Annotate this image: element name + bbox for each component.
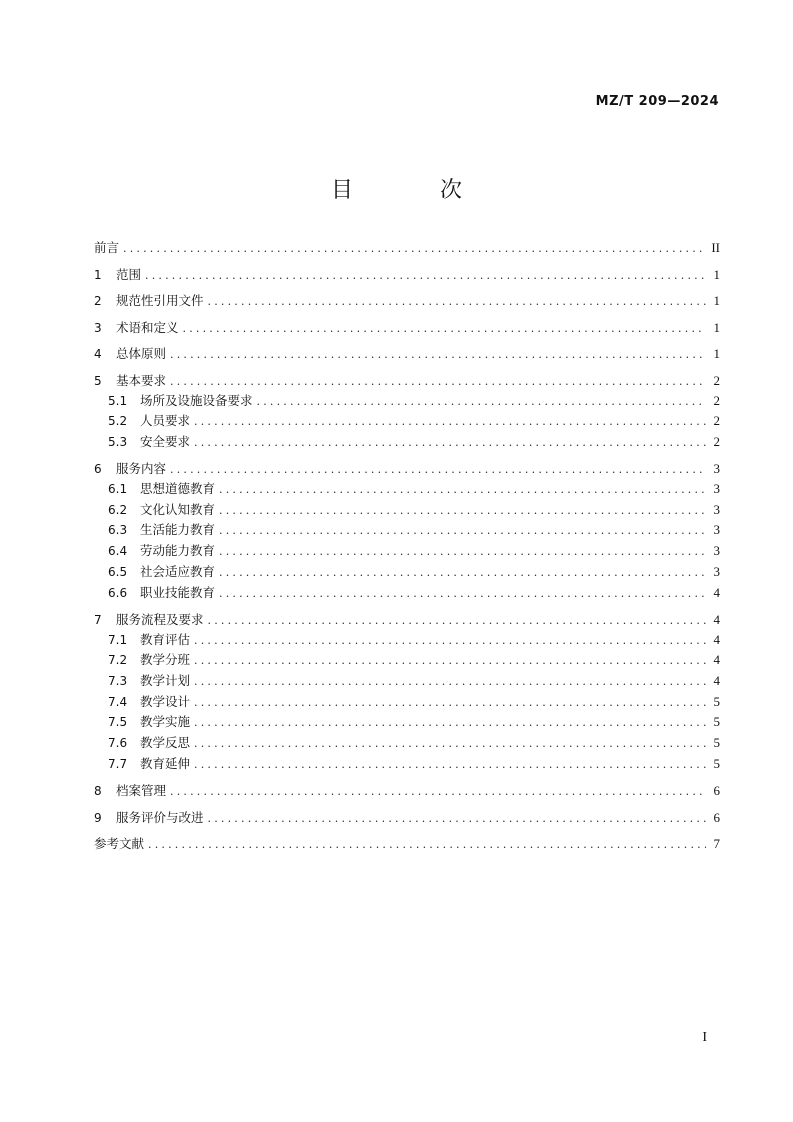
toc-entry-page: 2 bbox=[713, 413, 720, 429]
toc-entry-number: 5.3 bbox=[108, 434, 128, 449]
toc-entry-number: 6.3 bbox=[108, 523, 128, 538]
toc-dot-leader bbox=[194, 412, 706, 433]
toc-entry-label: 劳动能力教育 bbox=[140, 543, 216, 559]
toc-entry[interactable] bbox=[94, 432, 720, 453]
toc-dot-leader bbox=[194, 433, 706, 454]
toc-entry-page: 3 bbox=[713, 501, 720, 517]
toc-entry-number: 2 bbox=[94, 294, 102, 308]
toc-entry-number: 6.1 bbox=[108, 482, 128, 497]
toc-entry[interactable] bbox=[94, 692, 720, 713]
toc-entry-label: 前言 bbox=[94, 240, 120, 255]
toc-entry[interactable] bbox=[94, 610, 720, 630]
toc-entry-label: 教学反思 bbox=[140, 735, 191, 751]
toc-dot-leader bbox=[194, 713, 706, 734]
toc-dot-leader bbox=[208, 292, 706, 312]
toc-entry-page: 7 bbox=[713, 836, 720, 851]
toc-entry-number: 7.1 bbox=[108, 632, 128, 647]
toc-dot-leader bbox=[194, 734, 706, 755]
toc-entry-label: 教育延伸 bbox=[140, 755, 191, 771]
toc-entry-label: 文化认知教育 bbox=[140, 501, 216, 517]
toc-entry-page: 4 bbox=[713, 611, 720, 627]
toc-entry-label: 参考文献 bbox=[94, 836, 145, 851]
toc-entry[interactable] bbox=[94, 479, 720, 500]
toc-entry-page: 3 bbox=[713, 461, 720, 477]
toc-entry-label: 安全要求 bbox=[140, 433, 191, 449]
toc-entry-page: 1 bbox=[713, 266, 720, 282]
toc-entry-page: 3 bbox=[713, 522, 720, 538]
toc-dot-leader bbox=[194, 631, 706, 652]
toc-entry-label: 规范性引用文件 bbox=[116, 293, 204, 308]
toc-title: 目 次 bbox=[331, 178, 502, 203]
toc-entry-label: 场所及设施设备要求 bbox=[140, 392, 253, 408]
toc-entry-page: 5 bbox=[713, 714, 720, 730]
toc-entry-number: 5.2 bbox=[108, 414, 128, 429]
page-number: I bbox=[702, 1030, 707, 1045]
toc-entry[interactable] bbox=[94, 291, 720, 311]
toc-entry-label: 教育评估 bbox=[140, 631, 191, 647]
toc-entry-page: 4 bbox=[713, 631, 720, 647]
toc-entry-number: 7.3 bbox=[108, 674, 128, 689]
toc-entry-label: 思想道德教育 bbox=[140, 481, 216, 497]
toc-entry-page: 5 bbox=[713, 755, 720, 771]
toc-dot-leader bbox=[219, 501, 706, 522]
toc-dot-leader bbox=[123, 239, 706, 259]
toc-dot-leader bbox=[208, 611, 706, 631]
toc-entry-label: 术语和定义 bbox=[116, 319, 179, 335]
toc-entry-label: 生活能力教育 bbox=[140, 522, 216, 538]
toc-entry[interactable] bbox=[94, 459, 720, 479]
toc-entry[interactable] bbox=[94, 733, 720, 754]
toc-entry-number: 5.1 bbox=[108, 393, 128, 408]
toc-dot-leader bbox=[219, 563, 706, 584]
toc-entry-number: 3 bbox=[94, 320, 102, 335]
toc-entry-number: 6.4 bbox=[108, 544, 128, 559]
toc-dot-leader bbox=[194, 651, 706, 672]
toc-dot-leader bbox=[183, 319, 706, 339]
toc-dot-leader bbox=[219, 584, 706, 605]
toc-entry-number: 9 bbox=[94, 810, 102, 825]
toc-entry-number: 7 bbox=[94, 612, 102, 627]
toc-entry-number: 6.6 bbox=[108, 585, 128, 600]
toc-entry-label: 档案管理 bbox=[116, 783, 167, 798]
toc-entry-number: 7.6 bbox=[108, 736, 128, 751]
toc-dot-leader bbox=[145, 266, 706, 286]
toc-entry[interactable] bbox=[94, 371, 720, 391]
toc-dot-leader bbox=[219, 480, 706, 501]
toc-dot-leader bbox=[170, 782, 706, 802]
toc-entry[interactable] bbox=[94, 500, 720, 521]
toc-entry-label: 服务内容 bbox=[116, 461, 167, 477]
toc-entry-label: 人员要求 bbox=[140, 413, 191, 429]
toc-entry[interactable] bbox=[94, 834, 720, 854]
toc-entry-page: 4 bbox=[713, 673, 720, 689]
toc-entry-number: 7.5 bbox=[108, 715, 128, 730]
toc-entry-label: 总体原则 bbox=[116, 346, 167, 361]
toc-entry[interactable] bbox=[94, 541, 720, 562]
toc-entry-page: 1 bbox=[713, 293, 720, 308]
toc-dot-leader bbox=[148, 835, 706, 855]
toc-entry-label: 教学实施 bbox=[140, 714, 191, 730]
toc-entry[interactable] bbox=[94, 650, 720, 671]
toc-entry-label: 范围 bbox=[116, 266, 142, 282]
toc-dot-leader bbox=[208, 809, 706, 829]
toc-dot-leader bbox=[219, 521, 706, 542]
toc-entry-page: 2 bbox=[713, 433, 720, 449]
toc-entry-number: 7.4 bbox=[108, 694, 128, 709]
toc-entry-page: 3 bbox=[713, 481, 720, 497]
toc-entry-number: 8 bbox=[94, 784, 102, 798]
toc-entry-page: 4 bbox=[713, 584, 720, 600]
toc-entry[interactable] bbox=[94, 391, 720, 412]
toc-entry-label: 社会适应教育 bbox=[140, 563, 216, 579]
toc-entry-page: 1 bbox=[713, 346, 720, 361]
toc-entry[interactable] bbox=[94, 630, 720, 651]
toc-entry-page: II bbox=[711, 240, 720, 255]
toc-entry-page: 2 bbox=[713, 392, 720, 408]
toc-entry[interactable] bbox=[94, 781, 720, 801]
toc-entry[interactable] bbox=[94, 583, 720, 604]
toc-entry-number: 5 bbox=[94, 373, 102, 388]
table-of-contents bbox=[94, 238, 720, 854]
toc-entry-page: 3 bbox=[713, 543, 720, 559]
toc-entry[interactable] bbox=[94, 520, 720, 541]
toc-entry[interactable] bbox=[94, 238, 720, 258]
toc-dot-leader bbox=[219, 542, 706, 563]
toc-entry-page: 1 bbox=[713, 319, 720, 335]
toc-entry-number: 6 bbox=[94, 462, 102, 477]
toc-entry-label: 教学分班 bbox=[140, 652, 191, 668]
toc-entry-number: 6.5 bbox=[108, 564, 128, 579]
toc-entry-label: 服务流程及要求 bbox=[116, 611, 204, 627]
toc-dot-leader bbox=[170, 460, 706, 480]
document-code: MZ/T 209—2024 bbox=[595, 94, 719, 109]
toc-entry[interactable] bbox=[94, 712, 720, 733]
toc-entry[interactable] bbox=[94, 318, 720, 338]
toc-entry-page: 2 bbox=[713, 372, 720, 388]
toc-entry-number: 6.2 bbox=[108, 502, 128, 517]
toc-entry[interactable] bbox=[94, 411, 720, 432]
toc-entry-page: 6 bbox=[713, 809, 720, 825]
toc-entry[interactable] bbox=[94, 344, 720, 364]
toc-dot-leader bbox=[257, 392, 706, 413]
toc-entry-page: 3 bbox=[713, 563, 720, 579]
toc-entry[interactable] bbox=[94, 265, 720, 285]
toc-entry-label: 教学设计 bbox=[140, 693, 191, 709]
toc-entry-number: 7.2 bbox=[108, 653, 128, 668]
toc-entry[interactable] bbox=[94, 808, 720, 828]
toc-dot-leader bbox=[170, 345, 706, 365]
toc-entry-page: 5 bbox=[713, 693, 720, 709]
toc-entry-number: 7.7 bbox=[108, 756, 128, 771]
toc-dot-leader bbox=[194, 693, 706, 714]
toc-entry-page: 4 bbox=[713, 652, 720, 668]
toc-entry-label: 教学计划 bbox=[140, 673, 191, 689]
toc-entry[interactable] bbox=[94, 754, 720, 775]
toc-entry-number: 4 bbox=[94, 347, 102, 361]
toc-entry[interactable] bbox=[94, 562, 720, 583]
toc-dot-leader bbox=[170, 372, 706, 392]
toc-entry-label: 职业技能教育 bbox=[140, 584, 216, 600]
toc-entry-label: 基本要求 bbox=[116, 372, 167, 388]
toc-entry-number: 1 bbox=[94, 267, 102, 282]
toc-dot-leader bbox=[194, 755, 706, 776]
toc-entry-label: 服务评价与改进 bbox=[116, 809, 204, 825]
toc-dot-leader bbox=[194, 672, 706, 693]
toc-entry-page: 5 bbox=[713, 735, 720, 751]
toc-entry-page: 6 bbox=[713, 783, 720, 798]
toc-entry[interactable] bbox=[94, 671, 720, 692]
